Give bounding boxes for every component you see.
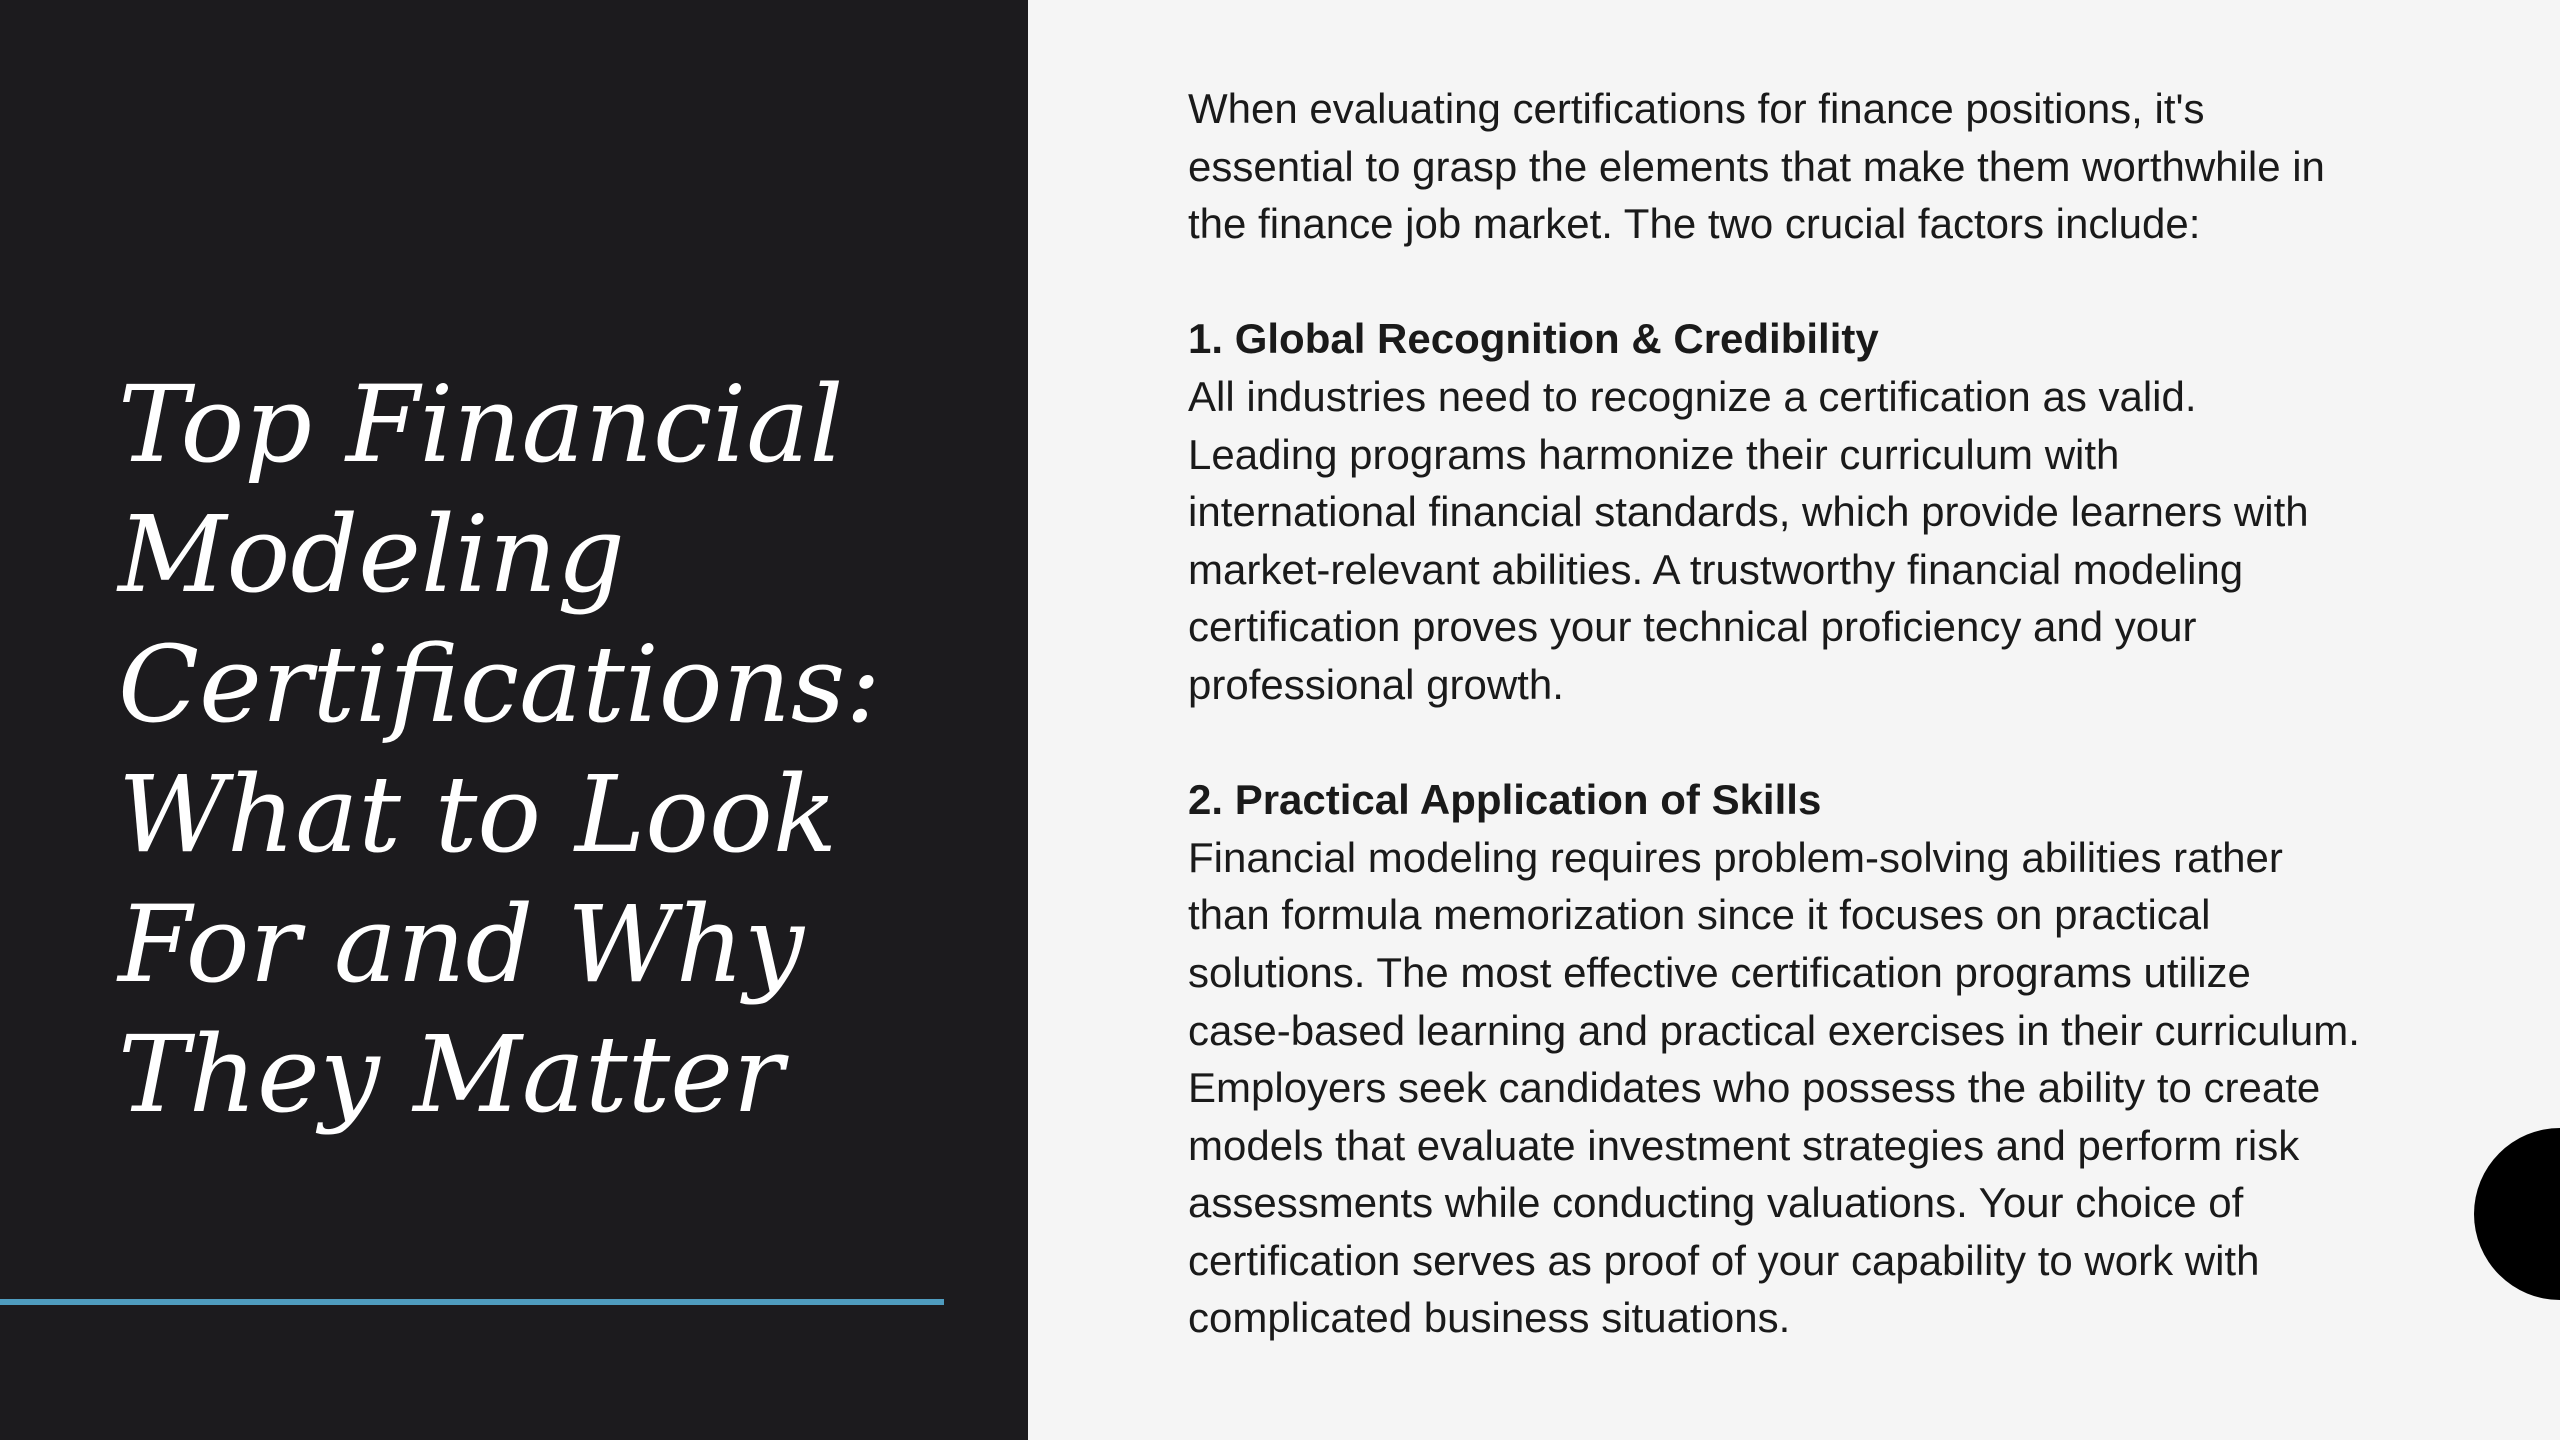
- title-line: Modeling: [118, 493, 625, 616]
- section-line: certification proves your technical proficiency and your: [1188, 603, 2197, 651]
- intro-paragraph: [1188, 80, 2488, 253]
- section-line: professional growth.: [1188, 660, 1564, 708]
- accent-divider: [0, 1299, 944, 1305]
- slide-title: [118, 360, 998, 1140]
- section-line: Financial modeling requires problem-solving abilities rather: [1188, 833, 2283, 881]
- content-panel: [1028, 0, 2560, 1440]
- section-line: models that evaluate investment strategies and perform risk: [1188, 1121, 2300, 1169]
- section-recognition: [1188, 310, 2488, 713]
- title-line: They Matter: [118, 1013, 784, 1136]
- body-text: [1188, 80, 2488, 1347]
- title-line: Certifications:: [118, 623, 881, 746]
- section-line: case-based learning and practical exercises in their curriculum.: [1188, 1006, 2360, 1054]
- intro-line: the finance job market. The two crucial factors include:: [1188, 200, 2201, 248]
- section-line: Leading programs harmonize their curriculum with: [1188, 430, 2120, 478]
- section-line: Employers seek candidates who possess the ability to create: [1188, 1064, 2321, 1112]
- intro-line: essential to grasp the elements that make them worthwhile in: [1188, 142, 2325, 190]
- section-line: complicated business situations.: [1188, 1294, 1791, 1342]
- title-line: For and Why: [118, 883, 805, 1006]
- title-panel: [0, 0, 1028, 1440]
- section-line: solutions. The most effective certification programs utilize: [1188, 948, 2251, 996]
- title-line: Top Financial: [118, 363, 844, 486]
- section-line: certification serves as proof of your capability to work with: [1188, 1236, 2260, 1284]
- intro-line: When evaluating certifications for finance positions, it's: [1188, 85, 2205, 132]
- section-heading: 2. Practical Application of Skills: [1188, 776, 1822, 824]
- section-heading: 1. Global Recognition & Credibility: [1188, 315, 1879, 363]
- section-line: than formula memorization since it focuses on practical: [1188, 891, 2211, 939]
- section-line: international financial standards, which provide learners with: [1188, 488, 2309, 536]
- title-line: What to Look: [118, 753, 838, 876]
- section-line: market-relevant abilities. A trustworthy financial modeling: [1188, 545, 2244, 593]
- section-line: All industries need to recognize a certification as valid.: [1188, 372, 2197, 420]
- section-practical: [1188, 771, 2488, 1347]
- section-line: assessments while conducting valuations. Your choice of: [1188, 1179, 2244, 1227]
